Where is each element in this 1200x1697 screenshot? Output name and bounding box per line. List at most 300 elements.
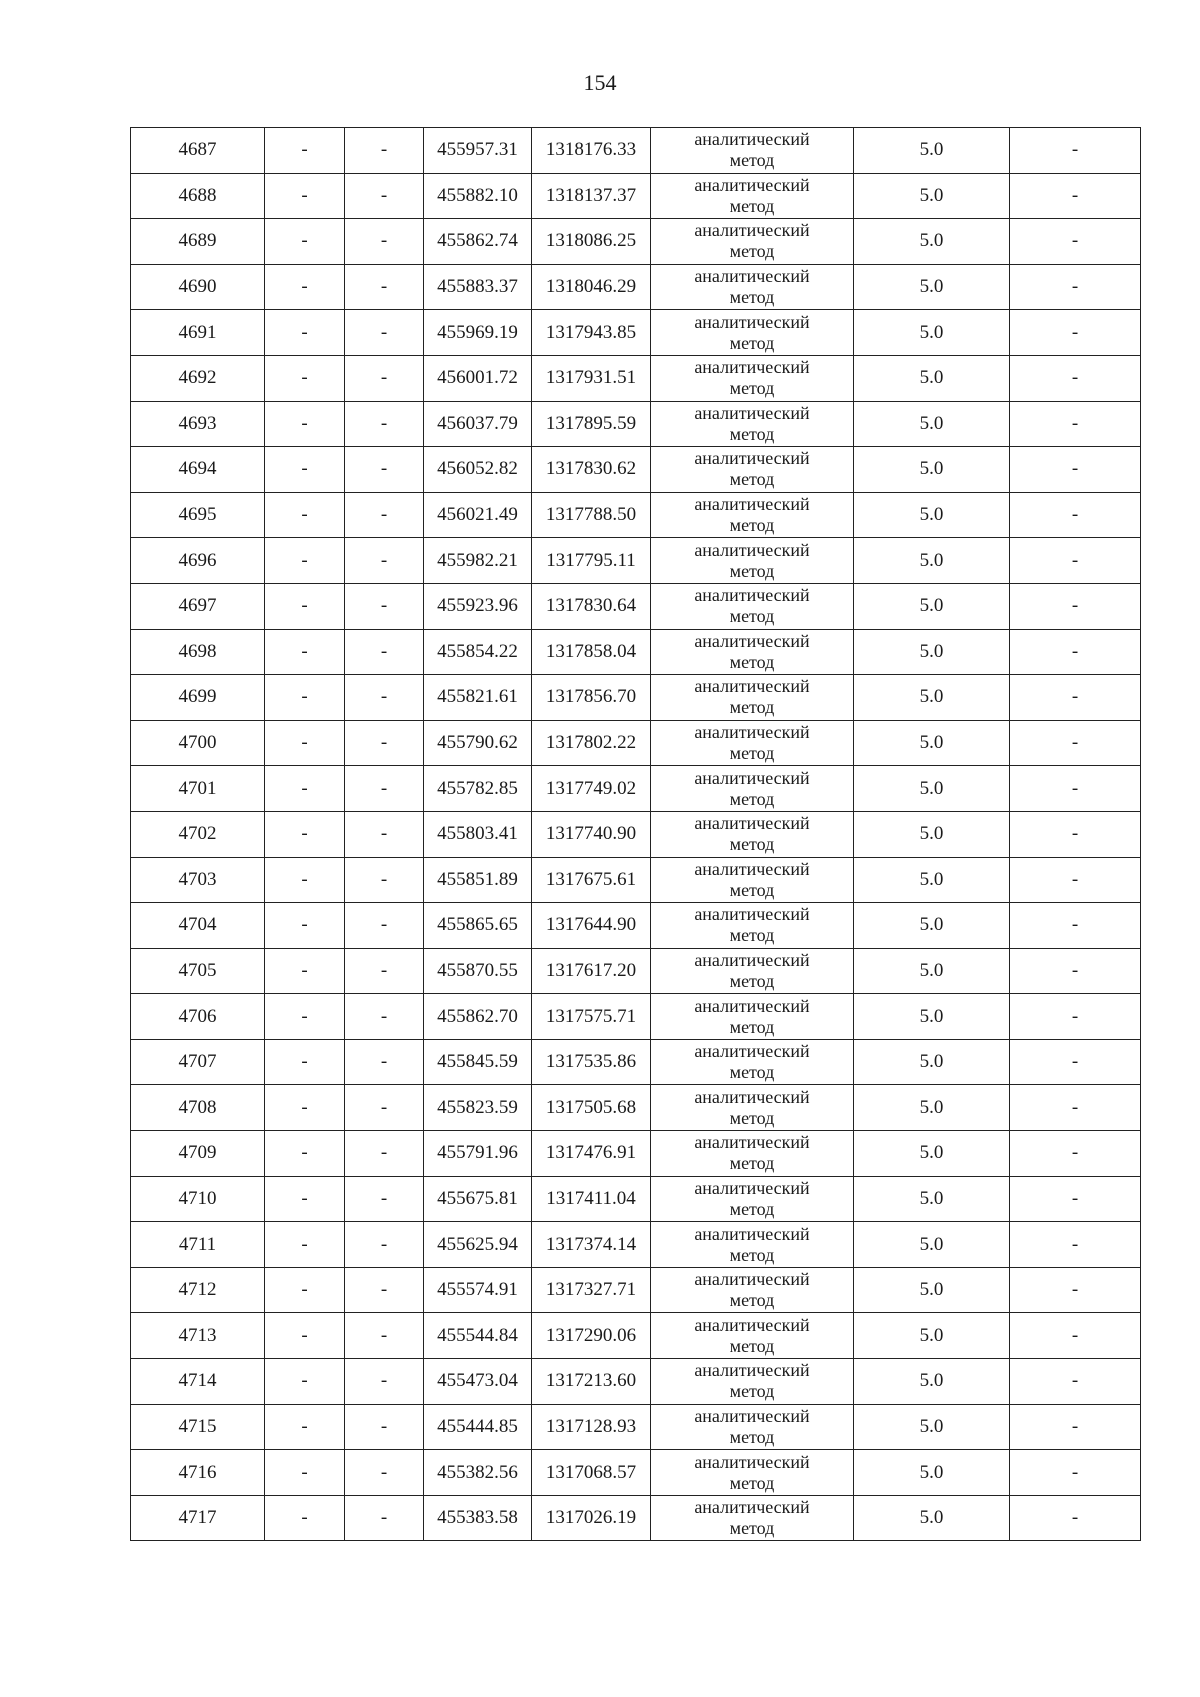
empty-column-3-cell: - — [345, 903, 424, 949]
table-row — [131, 1313, 1141, 1359]
empty-column-2-cell: - — [265, 310, 345, 356]
x-coordinate-cell: 455854.22 — [424, 629, 532, 675]
y-coordinate-cell: 1317374.14 — [532, 1222, 651, 1268]
empty-column-2-cell: - — [265, 447, 345, 493]
x-coordinate-cell: 455923.96 — [424, 583, 532, 629]
empty-column-2-cell: - — [265, 401, 345, 447]
method-cell — [651, 948, 854, 994]
accuracy-cell: 5.0 — [854, 994, 1010, 1040]
method-text-line: метод — [729, 1198, 775, 1219]
table-row — [131, 355, 1141, 401]
method-cell — [651, 538, 854, 584]
note-cell: - — [1010, 720, 1141, 766]
method-text-line: аналитический — [694, 858, 810, 879]
note-cell: - — [1010, 173, 1141, 219]
method-text-line: аналитический — [694, 904, 810, 925]
accuracy-cell: 5.0 — [854, 720, 1010, 766]
method-cell — [651, 264, 854, 310]
method-text-line: аналитический — [694, 494, 810, 515]
table-body — [131, 128, 1141, 1541]
table-row — [131, 583, 1141, 629]
empty-column-2-cell: - — [265, 629, 345, 675]
empty-column-2-cell: - — [265, 128, 345, 174]
empty-column-2-cell: - — [265, 583, 345, 629]
table-row — [131, 1359, 1141, 1405]
table-row — [131, 1131, 1141, 1177]
method-text-line: метод — [729, 1244, 775, 1265]
y-coordinate-cell: 1317675.61 — [532, 857, 651, 903]
coordinates-table — [130, 127, 1141, 1541]
y-coordinate-cell: 1317068.57 — [532, 1450, 651, 1496]
method-text-line: метод — [729, 332, 775, 353]
empty-column-2-cell: - — [265, 1495, 345, 1541]
accuracy-cell: 5.0 — [854, 1359, 1010, 1405]
method-text-line: метод — [729, 1518, 775, 1539]
method-cell — [651, 1267, 854, 1313]
point-number-cell: 4709 — [131, 1131, 265, 1177]
point-number-cell: 4717 — [131, 1495, 265, 1541]
accuracy-cell: 5.0 — [854, 173, 1010, 219]
note-cell: - — [1010, 1267, 1141, 1313]
y-coordinate-cell: 1317411.04 — [532, 1176, 651, 1222]
method-cell — [651, 219, 854, 265]
y-coordinate-cell: 1318137.37 — [532, 173, 651, 219]
y-coordinate-cell: 1317931.51 — [532, 355, 651, 401]
note-cell: - — [1010, 994, 1141, 1040]
table-row — [131, 1267, 1141, 1313]
x-coordinate-cell: 455382.56 — [424, 1450, 532, 1496]
table-row — [131, 1404, 1141, 1450]
table-row — [131, 401, 1141, 447]
accuracy-cell: 5.0 — [854, 128, 1010, 174]
empty-column-3-cell: - — [345, 355, 424, 401]
y-coordinate-cell: 1317575.71 — [532, 994, 651, 1040]
note-cell: - — [1010, 447, 1141, 493]
method-cell — [651, 173, 854, 219]
empty-column-3-cell: - — [345, 720, 424, 766]
point-number-cell: 4715 — [131, 1404, 265, 1450]
empty-column-2-cell: - — [265, 1222, 345, 1268]
empty-column-2-cell: - — [265, 903, 345, 949]
method-text-line: метод — [729, 423, 775, 444]
empty-column-2-cell: - — [265, 1085, 345, 1131]
method-text-line: аналитический — [694, 722, 810, 743]
y-coordinate-cell: 1317830.64 — [532, 583, 651, 629]
table-row — [131, 994, 1141, 1040]
method-cell — [651, 1313, 854, 1359]
method-cell — [651, 1085, 854, 1131]
method-text-line: аналитический — [694, 1405, 810, 1426]
table-row — [131, 128, 1141, 174]
note-cell: - — [1010, 264, 1141, 310]
x-coordinate-cell: 455865.65 — [424, 903, 532, 949]
empty-column-3-cell: - — [345, 310, 424, 356]
method-text-line: аналитический — [694, 266, 810, 287]
point-number-cell: 4687 — [131, 128, 265, 174]
y-coordinate-cell: 1318086.25 — [532, 219, 651, 265]
table-row — [131, 310, 1141, 356]
empty-column-3-cell: - — [345, 264, 424, 310]
table-row — [131, 629, 1141, 675]
table-row — [131, 1495, 1141, 1541]
x-coordinate-cell: 456001.72 — [424, 355, 532, 401]
empty-column-2-cell: - — [265, 355, 345, 401]
point-number-cell: 4706 — [131, 994, 265, 1040]
method-text-line: метод — [729, 1335, 775, 1356]
method-text-line: метод — [729, 1290, 775, 1311]
method-cell — [651, 1450, 854, 1496]
x-coordinate-cell: 456021.49 — [424, 492, 532, 538]
method-text-line: аналитический — [694, 1451, 810, 1472]
accuracy-cell: 5.0 — [854, 355, 1010, 401]
method-text-line: аналитический — [694, 1497, 810, 1518]
table-row — [131, 1085, 1141, 1131]
empty-column-3-cell: - — [345, 1359, 424, 1405]
accuracy-cell: 5.0 — [854, 447, 1010, 493]
accuracy-cell: 5.0 — [854, 675, 1010, 721]
method-cell — [651, 128, 854, 174]
accuracy-cell: 5.0 — [854, 1039, 1010, 1085]
method-text-line: метод — [729, 1016, 775, 1037]
method-text-line: метод — [729, 651, 775, 672]
method-text-line: метод — [729, 150, 775, 171]
method-cell — [651, 1404, 854, 1450]
empty-column-2-cell: - — [265, 948, 345, 994]
note-cell: - — [1010, 811, 1141, 857]
y-coordinate-cell: 1317740.90 — [532, 811, 651, 857]
note-cell: - — [1010, 1085, 1141, 1131]
accuracy-cell: 5.0 — [854, 857, 1010, 903]
empty-column-3-cell: - — [345, 1450, 424, 1496]
accuracy-cell: 5.0 — [854, 1450, 1010, 1496]
y-coordinate-cell: 1317802.22 — [532, 720, 651, 766]
method-cell — [651, 811, 854, 857]
x-coordinate-cell: 455790.62 — [424, 720, 532, 766]
point-number-cell: 4695 — [131, 492, 265, 538]
empty-column-3-cell: - — [345, 173, 424, 219]
empty-column-2-cell: - — [265, 219, 345, 265]
method-text-line: метод — [729, 469, 775, 490]
y-coordinate-cell: 1317327.71 — [532, 1267, 651, 1313]
method-cell — [651, 583, 854, 629]
empty-column-3-cell: - — [345, 948, 424, 994]
empty-column-2-cell: - — [265, 1313, 345, 1359]
x-coordinate-cell: 455473.04 — [424, 1359, 532, 1405]
table-row — [131, 948, 1141, 994]
point-number-cell: 4700 — [131, 720, 265, 766]
accuracy-cell: 5.0 — [854, 264, 1010, 310]
empty-column-3-cell: - — [345, 811, 424, 857]
empty-column-2-cell: - — [265, 1039, 345, 1085]
point-number-cell: 4701 — [131, 766, 265, 812]
accuracy-cell: 5.0 — [854, 1085, 1010, 1131]
accuracy-cell: 5.0 — [854, 310, 1010, 356]
table-row — [131, 1176, 1141, 1222]
x-coordinate-cell: 456052.82 — [424, 447, 532, 493]
method-text-line: метод — [729, 606, 775, 627]
table-row — [131, 720, 1141, 766]
empty-column-2-cell: - — [265, 173, 345, 219]
method-text-line: аналитический — [694, 813, 810, 834]
point-number-cell: 4698 — [131, 629, 265, 675]
empty-column-3-cell: - — [345, 538, 424, 584]
empty-column-3-cell: - — [345, 492, 424, 538]
table-row — [131, 1222, 1141, 1268]
x-coordinate-cell: 455862.70 — [424, 994, 532, 1040]
table-row — [131, 219, 1141, 265]
y-coordinate-cell: 1317795.11 — [532, 538, 651, 584]
method-text-line: метод — [729, 879, 775, 900]
method-text-line: метод — [729, 287, 775, 308]
point-number-cell: 4690 — [131, 264, 265, 310]
note-cell: - — [1010, 128, 1141, 174]
empty-column-2-cell: - — [265, 1131, 345, 1177]
empty-column-3-cell: - — [345, 766, 424, 812]
method-text-line: метод — [729, 1153, 775, 1174]
table-row — [131, 264, 1141, 310]
method-text-line: аналитический — [694, 1269, 810, 1290]
method-text-line: аналитический — [694, 630, 810, 651]
note-cell: - — [1010, 1404, 1141, 1450]
note-cell: - — [1010, 219, 1141, 265]
method-cell — [651, 401, 854, 447]
empty-column-2-cell: - — [265, 811, 345, 857]
method-cell — [651, 903, 854, 949]
method-text-line: аналитический — [694, 949, 810, 970]
point-number-cell: 4689 — [131, 219, 265, 265]
accuracy-cell: 5.0 — [854, 903, 1010, 949]
point-number-cell: 4691 — [131, 310, 265, 356]
empty-column-3-cell: - — [345, 128, 424, 174]
method-cell — [651, 1131, 854, 1177]
method-text-line: метод — [729, 788, 775, 809]
table-row — [131, 1450, 1141, 1496]
empty-column-3-cell: - — [345, 1176, 424, 1222]
accuracy-cell: 5.0 — [854, 492, 1010, 538]
method-text-line: аналитический — [694, 995, 810, 1016]
method-text-line: аналитический — [694, 448, 810, 469]
method-text-line: аналитический — [694, 1223, 810, 1244]
note-cell: - — [1010, 1131, 1141, 1177]
empty-column-3-cell: - — [345, 1222, 424, 1268]
point-number-cell: 4705 — [131, 948, 265, 994]
method-text-line: метод — [729, 970, 775, 991]
method-text-line: аналитический — [694, 357, 810, 378]
empty-column-3-cell: - — [345, 447, 424, 493]
x-coordinate-cell: 455444.85 — [424, 1404, 532, 1450]
y-coordinate-cell: 1317830.62 — [532, 447, 651, 493]
method-text-line: метод — [729, 743, 775, 764]
empty-column-3-cell: - — [345, 1404, 424, 1450]
y-coordinate-cell: 1317617.20 — [532, 948, 651, 994]
empty-column-3-cell: - — [345, 1039, 424, 1085]
note-cell: - — [1010, 948, 1141, 994]
empty-column-3-cell: - — [345, 857, 424, 903]
x-coordinate-cell: 455882.10 — [424, 173, 532, 219]
y-coordinate-cell: 1317213.60 — [532, 1359, 651, 1405]
note-cell: - — [1010, 1222, 1141, 1268]
point-number-cell: 4694 — [131, 447, 265, 493]
method-text-line: аналитический — [694, 402, 810, 423]
y-coordinate-cell: 1317895.59 — [532, 401, 651, 447]
point-number-cell: 4699 — [131, 675, 265, 721]
method-cell — [651, 1039, 854, 1085]
method-text-line: аналитический — [694, 174, 810, 195]
method-cell — [651, 1359, 854, 1405]
table-row — [131, 766, 1141, 812]
empty-column-2-cell: - — [265, 1450, 345, 1496]
method-cell — [651, 492, 854, 538]
method-cell — [651, 310, 854, 356]
note-cell: - — [1010, 766, 1141, 812]
note-cell: - — [1010, 1495, 1141, 1541]
method-cell — [651, 1176, 854, 1222]
x-coordinate-cell: 456037.79 — [424, 401, 532, 447]
y-coordinate-cell: 1317856.70 — [532, 675, 651, 721]
method-text-line: аналитический — [694, 311, 810, 332]
accuracy-cell: 5.0 — [854, 401, 1010, 447]
accuracy-cell: 5.0 — [854, 1176, 1010, 1222]
note-cell: - — [1010, 310, 1141, 356]
table-row — [131, 173, 1141, 219]
x-coordinate-cell: 455823.59 — [424, 1085, 532, 1131]
empty-column-3-cell: - — [345, 1085, 424, 1131]
empty-column-3-cell: - — [345, 1495, 424, 1541]
accuracy-cell: 5.0 — [854, 1495, 1010, 1541]
table-row — [131, 1039, 1141, 1085]
accuracy-cell: 5.0 — [854, 1404, 1010, 1450]
note-cell: - — [1010, 401, 1141, 447]
point-number-cell: 4710 — [131, 1176, 265, 1222]
method-text-line: аналитический — [694, 585, 810, 606]
x-coordinate-cell: 455821.61 — [424, 675, 532, 721]
note-cell: - — [1010, 1176, 1141, 1222]
note-cell: - — [1010, 1359, 1141, 1405]
point-number-cell: 4692 — [131, 355, 265, 401]
method-text-line: аналитический — [694, 1086, 810, 1107]
method-cell — [651, 720, 854, 766]
x-coordinate-cell: 455957.31 — [424, 128, 532, 174]
accuracy-cell: 5.0 — [854, 219, 1010, 265]
empty-column-2-cell: - — [265, 857, 345, 903]
y-coordinate-cell: 1318176.33 — [532, 128, 651, 174]
y-coordinate-cell: 1318046.29 — [532, 264, 651, 310]
note-cell: - — [1010, 1450, 1141, 1496]
y-coordinate-cell: 1317749.02 — [532, 766, 651, 812]
x-coordinate-cell: 455845.59 — [424, 1039, 532, 1085]
method-cell — [651, 857, 854, 903]
note-cell: - — [1010, 1313, 1141, 1359]
method-text-line: метод — [729, 1472, 775, 1493]
accuracy-cell: 5.0 — [854, 766, 1010, 812]
point-number-cell: 4716 — [131, 1450, 265, 1496]
empty-column-2-cell: - — [265, 720, 345, 766]
method-cell — [651, 675, 854, 721]
x-coordinate-cell: 455851.89 — [424, 857, 532, 903]
method-text-line: метод — [729, 697, 775, 718]
x-coordinate-cell: 455574.91 — [424, 1267, 532, 1313]
y-coordinate-cell: 1317026.19 — [532, 1495, 651, 1541]
empty-column-2-cell: - — [265, 1267, 345, 1313]
method-text-line: метод — [729, 834, 775, 855]
table-row — [131, 811, 1141, 857]
note-cell: - — [1010, 355, 1141, 401]
y-coordinate-cell: 1317788.50 — [532, 492, 651, 538]
method-cell — [651, 994, 854, 1040]
method-text-line: метод — [729, 195, 775, 216]
method-cell — [651, 1495, 854, 1541]
method-text-line: метод — [729, 241, 775, 262]
y-coordinate-cell: 1317644.90 — [532, 903, 651, 949]
table-row — [131, 857, 1141, 903]
empty-column-2-cell: - — [265, 675, 345, 721]
method-cell — [651, 355, 854, 401]
x-coordinate-cell: 455803.41 — [424, 811, 532, 857]
empty-column-3-cell: - — [345, 219, 424, 265]
method-text-line: аналитический — [694, 1314, 810, 1335]
table-row — [131, 538, 1141, 584]
method-text-line: аналитический — [694, 1177, 810, 1198]
note-cell: - — [1010, 538, 1141, 584]
y-coordinate-cell: 1317505.68 — [532, 1085, 651, 1131]
point-number-cell: 4708 — [131, 1085, 265, 1131]
x-coordinate-cell: 455883.37 — [424, 264, 532, 310]
note-cell: - — [1010, 903, 1141, 949]
method-cell — [651, 766, 854, 812]
x-coordinate-cell: 455544.84 — [424, 1313, 532, 1359]
x-coordinate-cell: 455625.94 — [424, 1222, 532, 1268]
note-cell: - — [1010, 629, 1141, 675]
method-text-line: аналитический — [694, 1041, 810, 1062]
method-text-line: аналитический — [694, 539, 810, 560]
point-number-cell: 4703 — [131, 857, 265, 903]
accuracy-cell: 5.0 — [854, 948, 1010, 994]
y-coordinate-cell: 1317858.04 — [532, 629, 651, 675]
empty-column-2-cell: - — [265, 264, 345, 310]
empty-column-3-cell: - — [345, 675, 424, 721]
accuracy-cell: 5.0 — [854, 629, 1010, 675]
y-coordinate-cell: 1317290.06 — [532, 1313, 651, 1359]
empty-column-2-cell: - — [265, 538, 345, 584]
point-number-cell: 4693 — [131, 401, 265, 447]
x-coordinate-cell: 455675.81 — [424, 1176, 532, 1222]
x-coordinate-cell: 455782.85 — [424, 766, 532, 812]
x-coordinate-cell: 455969.19 — [424, 310, 532, 356]
point-number-cell: 4696 — [131, 538, 265, 584]
method-text-line: аналитический — [694, 1360, 810, 1381]
empty-column-2-cell: - — [265, 1359, 345, 1405]
empty-column-2-cell: - — [265, 766, 345, 812]
x-coordinate-cell: 455862.74 — [424, 219, 532, 265]
method-text-line: метод — [729, 1107, 775, 1128]
method-text-line: метод — [729, 1381, 775, 1402]
empty-column-2-cell: - — [265, 994, 345, 1040]
table-row — [131, 675, 1141, 721]
empty-column-2-cell: - — [265, 1176, 345, 1222]
method-text-line: метод — [729, 1426, 775, 1447]
x-coordinate-cell: 455870.55 — [424, 948, 532, 994]
accuracy-cell: 5.0 — [854, 811, 1010, 857]
accuracy-cell: 5.0 — [854, 538, 1010, 584]
point-number-cell: 4712 — [131, 1267, 265, 1313]
note-cell: - — [1010, 492, 1141, 538]
point-number-cell: 4688 — [131, 173, 265, 219]
point-number-cell: 4714 — [131, 1359, 265, 1405]
empty-column-2-cell: - — [265, 1404, 345, 1450]
empty-column-3-cell: - — [345, 1131, 424, 1177]
method-text-line: аналитический — [694, 129, 810, 150]
empty-column-3-cell: - — [345, 994, 424, 1040]
